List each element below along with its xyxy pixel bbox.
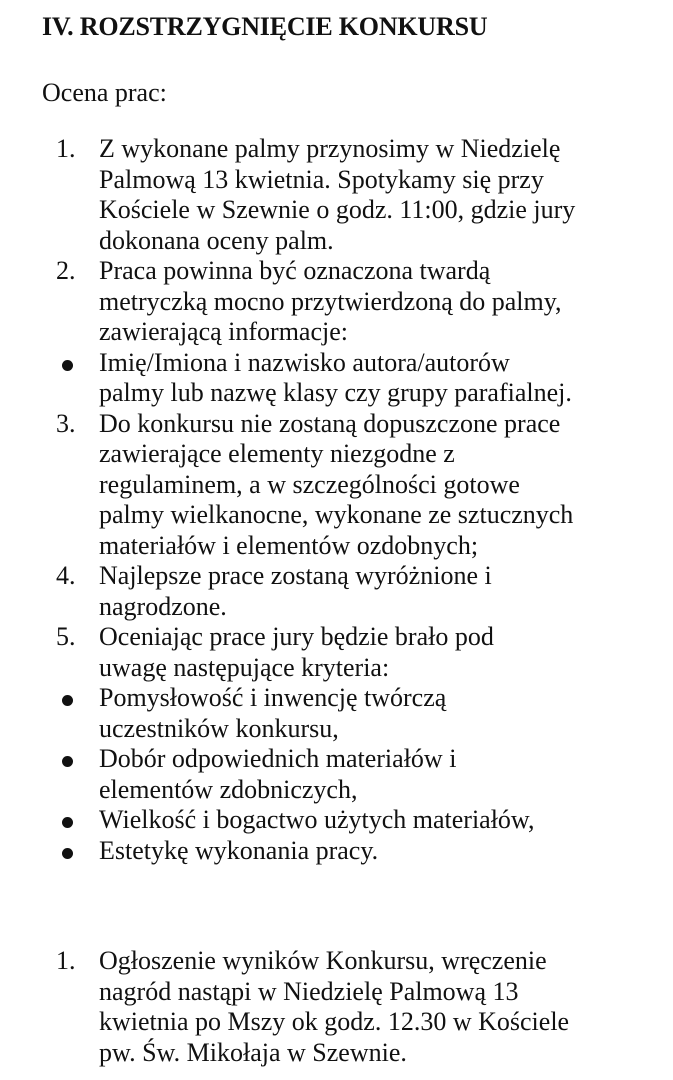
item-text-line: Najlepsze prace zostaną wyróżnione i bbox=[99, 561, 492, 590]
item-text-line: Dobór odpowiednich materiałów i bbox=[99, 744, 457, 773]
item-number: 2. bbox=[56, 256, 76, 285]
bullet-dot-icon bbox=[62, 756, 73, 767]
item-text-line: kwietnia po Mszy ok godz. 12.30 w Kościele bbox=[99, 1007, 570, 1036]
item-number: 1. bbox=[56, 946, 76, 975]
numbered-item bbox=[0, 134, 639, 256]
item-text-line: metryczką mocno przytwierdzoną do palmy, bbox=[99, 286, 562, 316]
item-text-line: zawierającą informacje: bbox=[99, 317, 348, 346]
item-text-line: nagród nastąpi w Niedzielę Palmową 13 bbox=[99, 976, 519, 1006]
item-text-line: uwagę następujące kryteria: bbox=[99, 652, 390, 682]
item-text-line: nagrodzone. bbox=[99, 591, 227, 621]
bullet-item bbox=[0, 744, 639, 805]
item-text-line: regulaminem, a w szczególności gotowe bbox=[99, 469, 520, 499]
item-text-line: Estetykę wykonania pracy. bbox=[99, 835, 379, 865]
announcement-list bbox=[0, 946, 673, 1068]
criteria-list bbox=[0, 134, 673, 866]
bullet-item bbox=[0, 805, 639, 836]
item-number: 1. bbox=[56, 134, 76, 163]
section-subheading: Ocena prac: bbox=[42, 78, 167, 107]
item-number: 3. bbox=[56, 408, 76, 438]
numbered-item bbox=[0, 256, 639, 348]
item-text-line: dokonana oceny palm. bbox=[99, 225, 334, 255]
bullet-item bbox=[0, 836, 639, 867]
numbered-item bbox=[0, 622, 639, 683]
item-text-line: Imię/Imiona i nazwisko autora/autorów bbox=[99, 347, 510, 377]
item-number: 5. bbox=[56, 622, 76, 651]
bullet-dot-icon bbox=[62, 817, 73, 828]
bullet-dot-icon bbox=[62, 695, 73, 706]
bullet-item bbox=[0, 348, 639, 409]
section-heading: IV. ROZSTRZYGNIĘCIE KONKURSU bbox=[42, 12, 488, 41]
bullet-item bbox=[0, 683, 639, 744]
item-text-line: Do konkursu nie zostaną dopuszczone prace bbox=[99, 408, 561, 438]
item-text-line: materiałów i elementów ozdobnych; bbox=[99, 530, 479, 560]
item-text-line: pw. Św. Mikołaja w Szewnie. bbox=[99, 1037, 407, 1067]
item-text-line: Kościele w Szewnie o godz. 11:00, gdzie jury bbox=[99, 195, 576, 224]
bullet-dot-icon bbox=[62, 848, 73, 859]
item-text-line: zawierające elementy niezgodne z bbox=[99, 439, 455, 468]
item-text-line: Praca powinna być oznaczona twardą bbox=[99, 256, 491, 285]
item-text-line: elementów zdobniczych, bbox=[99, 774, 358, 804]
item-text-line: Wielkość i bogactwo użytych materiałów, bbox=[99, 805, 535, 834]
numbered-item bbox=[0, 946, 639, 1068]
item-text-line: Ogłoszenie wyników Konkursu, wręczenie bbox=[99, 946, 547, 975]
item-text-line: Z wykonane palmy przynosimy w Niedzielę bbox=[99, 134, 561, 163]
item-text-line: Pomysłowość i inwencję twórczą bbox=[99, 683, 447, 712]
numbered-item bbox=[0, 409, 639, 562]
bullet-dot-icon bbox=[62, 360, 73, 371]
item-text-line: palmy lub nazwę klasy czy grupy parafialnej. bbox=[99, 378, 572, 407]
item-number: 4. bbox=[56, 561, 76, 590]
item-text-line: palmy wielkanocne, wykonane ze sztucznych bbox=[99, 500, 574, 529]
item-text-line: Palmową 13 kwietnia. Spotykamy się przy bbox=[99, 164, 544, 194]
numbered-item bbox=[0, 561, 639, 622]
item-text-line: uczestników konkursu, bbox=[99, 713, 339, 743]
item-text-line: Oceniając prace jury będzie brało pod bbox=[99, 622, 494, 651]
